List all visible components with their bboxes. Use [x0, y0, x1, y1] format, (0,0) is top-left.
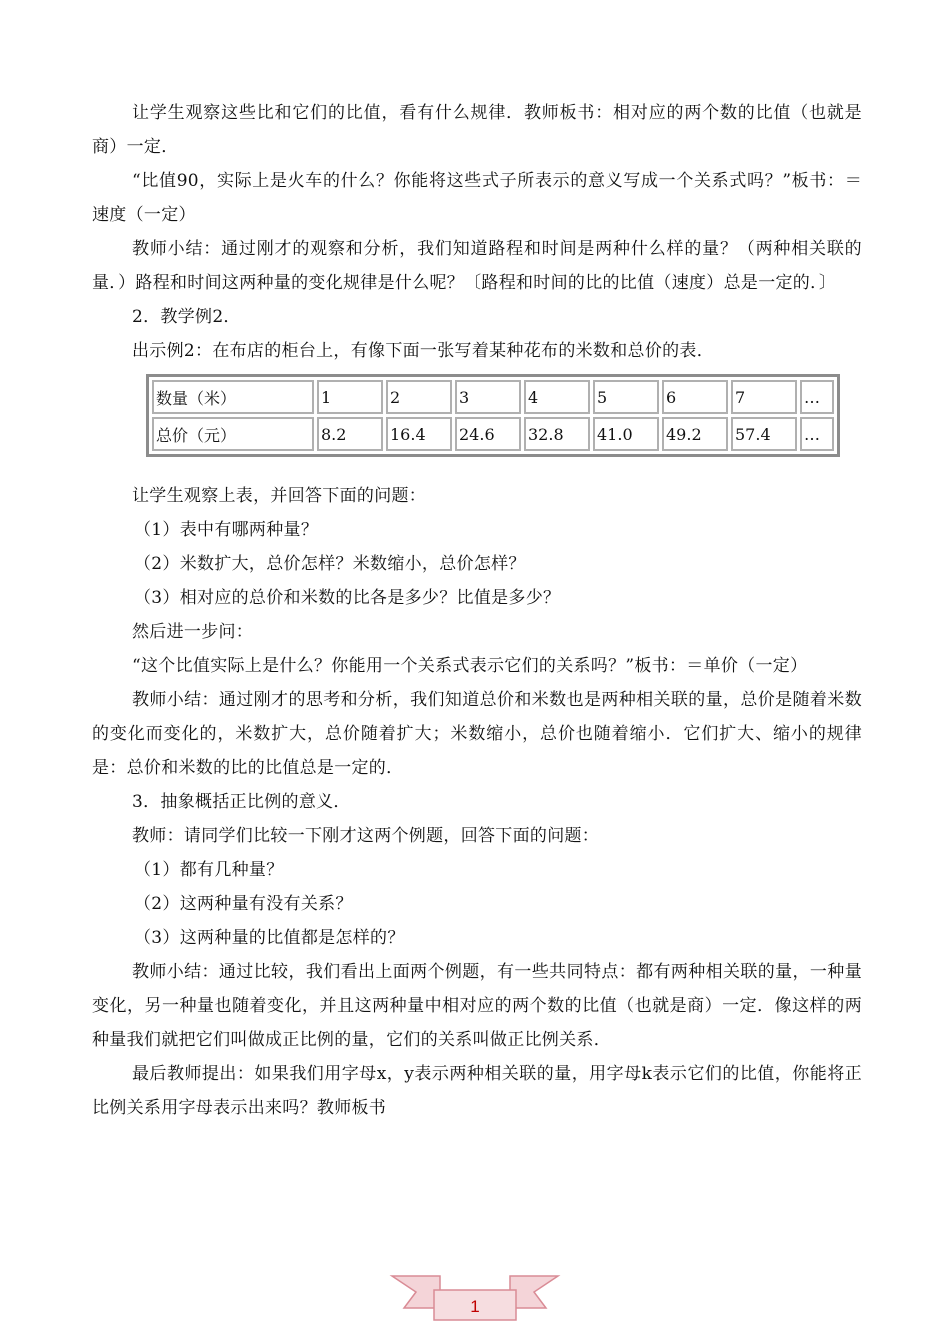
table-cell: 16.4 [386, 417, 452, 451]
table-cell: 总价（元） [152, 417, 314, 451]
table-cell: 57.4 [731, 417, 797, 451]
question-item: （1）表中有哪两种量？ [134, 520, 319, 540]
table-cell: 1 [317, 380, 383, 414]
document-body [92, 96, 862, 1125]
table-cell: 5 [593, 380, 659, 414]
table-cell: 4 [524, 380, 590, 414]
paragraph: 然后进一步问： [132, 622, 254, 642]
table-cell: 8.2 [317, 417, 383, 451]
paragraph: “比值90，实际上是火车的什么？你能将这些式子所表示的意义写成一个关系式吗？”板书：＝速度（一定） [92, 171, 862, 225]
table-cell: 32.8 [524, 417, 590, 451]
page-number: 1 [470, 1297, 480, 1316]
paragraph: 最后教师提出：如果我们用字母x，y表示两种相关联的量，用字母k表示它们的比值，你能将正比例关系用字母表示出来吗？教师板书 [92, 1064, 862, 1118]
table-cell: 2 [386, 380, 452, 414]
paragraph: 教师：请同学们比较一下刚才这两个例题，回答下面的问题： [132, 826, 600, 846]
section-heading: 3．抽象概括正比例的意义． [132, 792, 351, 812]
table-row [152, 380, 834, 414]
paragraph: 出示例2：在布店的柜台上，有像下面一张写着某种花布的米数和总价的表． [132, 341, 715, 361]
section-heading: 2．教学例2． [132, 307, 241, 327]
table-cell: 49.2 [662, 417, 728, 451]
page-footer [0, 1268, 950, 1328]
paragraph: 让学生观察这些比和它们的比值，看有什么规律．教师板书：相对应的两个数的比值（也就是商）一定． [92, 103, 862, 157]
paragraph: 教师小结：通过刚才的观察和分析，我们知道路程和时间是两种什么样的量？（两种相关联的量．）路程和时间这两种量的变化规律是什么呢？〔路程和时间的比的比值（速度）总是一定的．〕 [92, 239, 862, 293]
paragraph: “这个比值实际上是什么？你能用一个关系式表示它们的关系吗？”板书：＝单价（一定） [132, 656, 808, 676]
question-item: （2）米数扩大，总价怎样？米数缩小，总价怎样？ [134, 554, 526, 574]
table-cell: 7 [731, 380, 797, 414]
paragraph: 教师小结：通过比较，我们看出上面两个例题，有一些共同特点：都有两种相关联的量，一种量变化，另一种量也随着变化，并且这两种量中相对应的两个数的比值（也就是商）一定．像这样的两种量我们就把它们叫做成正比例的量，它们的关系叫做正比例关系． [92, 962, 862, 1050]
price-table [146, 374, 840, 457]
table-cell: 数量（米） [152, 380, 314, 414]
question-item: （1）都有几种量？ [134, 860, 284, 880]
table-cell: 3 [455, 380, 521, 414]
table-cell: … [800, 417, 834, 451]
table-cell: … [800, 380, 834, 414]
table-cell: 41.0 [593, 417, 659, 451]
question-item: （3）相对应的总价和米数的比各是多少？比值是多少？ [134, 588, 561, 608]
page-number-ribbon-icon [0, 1268, 950, 1328]
paragraph: 让学生观察上表，并回答下面的问题： [132, 486, 427, 506]
paragraph: 教师小结：通过刚才的思考和分析，我们知道总价和米数也是两种相关联的量，总价是随着米数的变化而变化的，米数扩大，总价随着扩大；米数缩小，总价也随着缩小．它们扩大、缩小的规律是：总价和米数的比的比值总是一定的． [92, 690, 862, 778]
table-row [152, 417, 834, 451]
question-item: （3）这两种量的比值都是怎样的？ [134, 928, 405, 948]
table-cell: 6 [662, 380, 728, 414]
question-item: （2）这两种量有没有关系？ [134, 894, 353, 914]
table-cell: 24.6 [455, 417, 521, 451]
